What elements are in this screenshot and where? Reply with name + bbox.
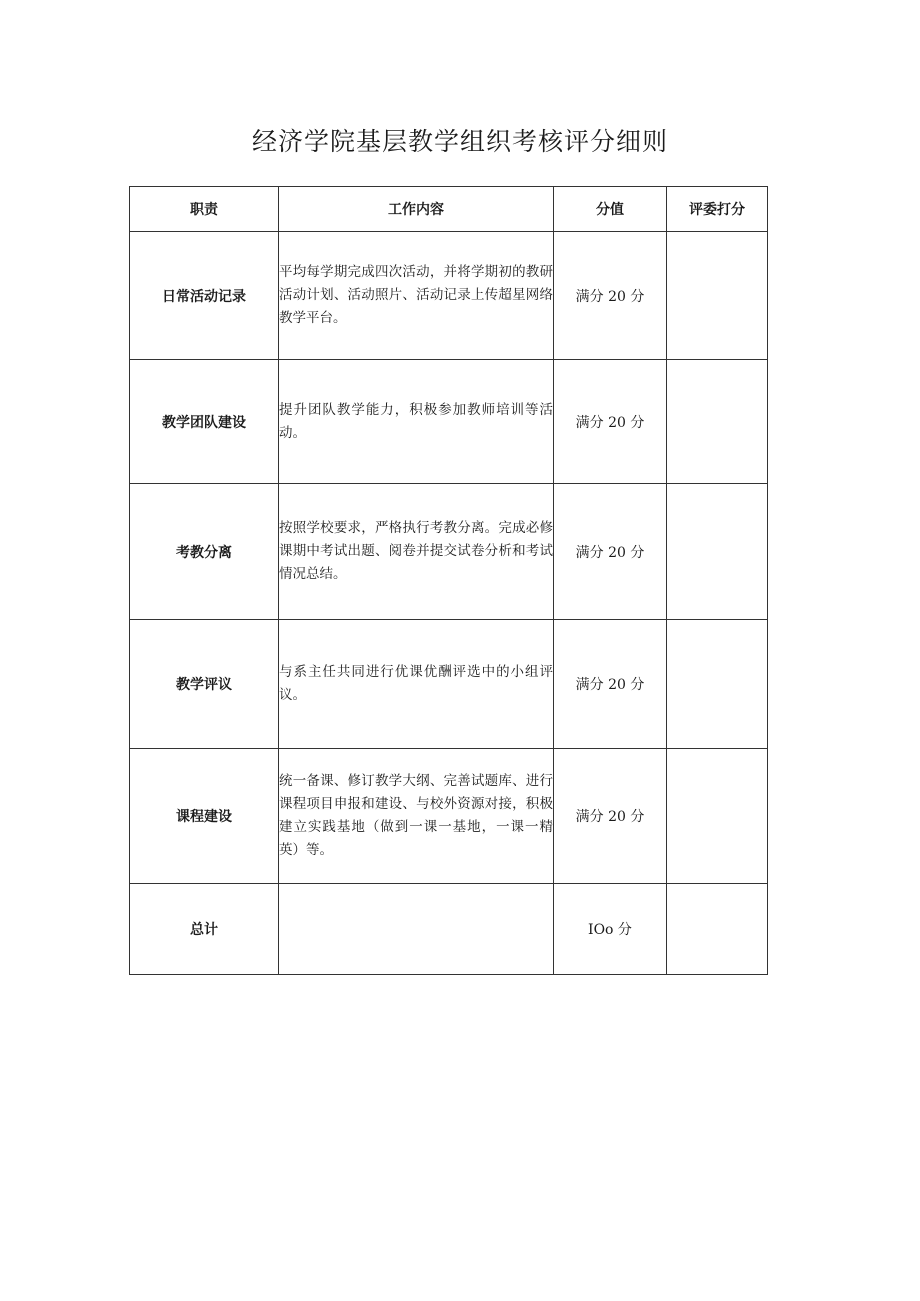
table-row bbox=[130, 484, 768, 620]
page-title: 经济学院基层教学组织考核评分细则 bbox=[251, 127, 668, 156]
table-row bbox=[130, 884, 768, 975]
content-cell: 与系主任共同进行优课优酬评选中的小组评议。 bbox=[279, 620, 554, 749]
table-row bbox=[130, 620, 768, 749]
content-cell: 统一备课、修订教学大纲、完善试题库、进行课程项目申报和建设、与校外资源对接，积极建立实践基地（做到一课一基地，一课一精英）等。 bbox=[279, 749, 554, 884]
score-table bbox=[129, 186, 768, 975]
rating-cell bbox=[667, 232, 768, 360]
header-score: 分值 bbox=[554, 187, 667, 232]
duty-cell: 课程建设 bbox=[130, 749, 279, 884]
score-cell: IOo 分 bbox=[554, 884, 667, 975]
table-row bbox=[130, 360, 768, 484]
score-cell: 满分 20 分 bbox=[554, 749, 667, 884]
duty-cell: 日常活动记录 bbox=[130, 232, 279, 360]
header-content: 工作内容 bbox=[279, 187, 554, 232]
duty-cell: 总计 bbox=[130, 884, 279, 975]
rating-cell bbox=[667, 620, 768, 749]
table-header-row bbox=[130, 187, 768, 232]
score-cell: 满分 20 分 bbox=[554, 620, 667, 749]
content-cell: 按照学校要求，严格执行考教分离。完成必修课期中考试出题、阅卷并提交试卷分析和考试情况总结。 bbox=[279, 484, 554, 620]
score-cell: 满分 20 分 bbox=[554, 360, 667, 484]
content-cell bbox=[279, 884, 554, 975]
duty-cell: 教学评议 bbox=[130, 620, 279, 749]
duty-cell: 考教分离 bbox=[130, 484, 279, 620]
content-cell: 提升团队教学能力，积极参加教师培训等活动。 bbox=[279, 360, 554, 484]
table-row bbox=[130, 232, 768, 360]
duty-cell: 教学团队建设 bbox=[130, 360, 279, 484]
header-duty: 职责 bbox=[130, 187, 279, 232]
rating-cell bbox=[667, 360, 768, 484]
rating-cell bbox=[667, 884, 768, 975]
score-cell: 满分 20 分 bbox=[554, 484, 667, 620]
rating-cell bbox=[667, 749, 768, 884]
score-cell: 满分 20 分 bbox=[554, 232, 667, 360]
header-rating: 评委打分 bbox=[667, 187, 768, 232]
rating-cell bbox=[667, 484, 768, 620]
content-cell: 平均每学期完成四次活动，并将学期初的教研活动计划、活动照片、活动记录上传超星网络教学平台。 bbox=[279, 232, 554, 360]
table-row bbox=[130, 749, 768, 884]
